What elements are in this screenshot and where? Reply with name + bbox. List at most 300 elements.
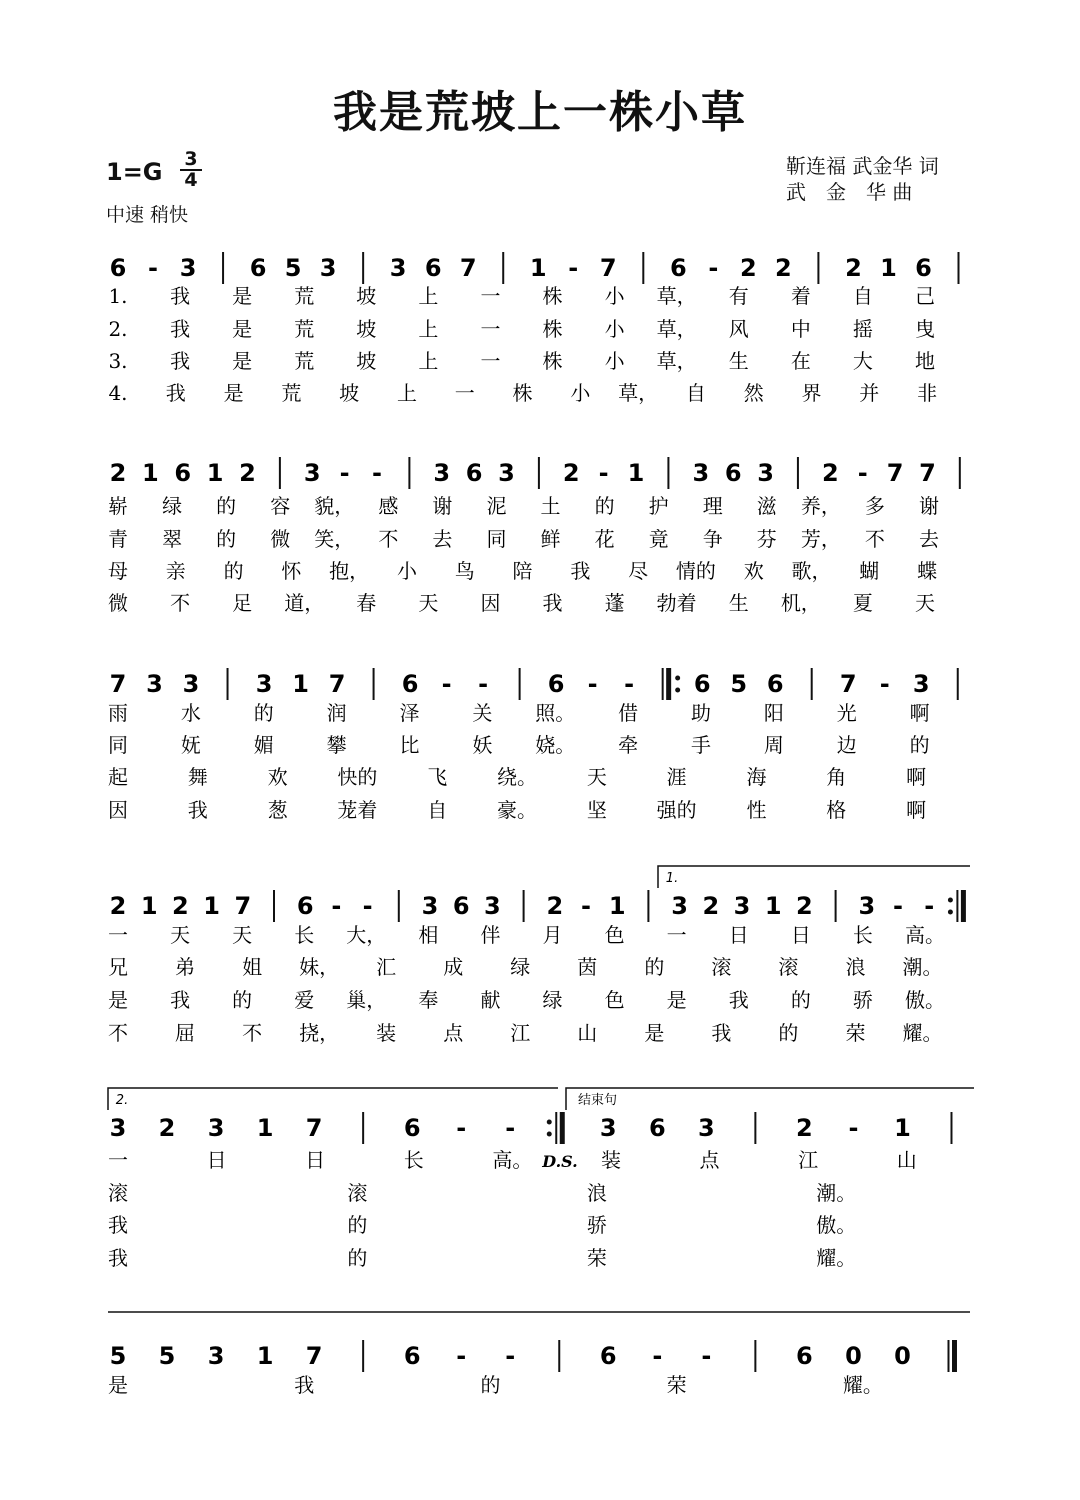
lyric-syllable: 长 [294, 923, 315, 947]
lyric-syllable: 是 [108, 988, 128, 1012]
lyric-syllable: 起 [108, 765, 128, 789]
lyric-syllable: 我 [170, 284, 191, 308]
note-dash: - [456, 1114, 467, 1142]
lyric-syllable: 草， [656, 317, 697, 341]
note: 6 [724, 459, 742, 487]
lyric-syllable: 地 [914, 349, 935, 373]
note: 6 [465, 459, 483, 487]
lyric-syllable: 情的 [675, 559, 716, 583]
note: 3 [697, 1114, 715, 1142]
note: 3 [692, 459, 710, 487]
note-dash: - [441, 670, 452, 698]
note: 1 [608, 892, 626, 920]
lyric-syllable: 是 [232, 284, 253, 308]
lyric-syllable: 滋 [756, 494, 777, 518]
lyric-syllable: 巢， [346, 988, 387, 1012]
note: 1 [292, 670, 309, 698]
repeat-dot [948, 910, 953, 915]
lyric-syllable: 绿 [162, 494, 183, 518]
lyric-syllable: 自 [685, 381, 706, 405]
lyric-syllable: 江 [510, 1021, 531, 1045]
note: 7 [305, 1114, 323, 1142]
lyric-syllable: 是 [232, 349, 253, 373]
lyric-syllable: 一 [108, 923, 128, 947]
lyric-syllable: 因 [480, 591, 501, 615]
lyric-syllable: 生 [728, 349, 749, 373]
note: 2 [845, 254, 862, 282]
lyric-syllable: 耀。 [842, 1373, 883, 1397]
lyric-syllable: 比 [399, 733, 420, 757]
note-dash: - [857, 459, 868, 487]
lyric-syllable: 小 [396, 559, 417, 583]
note-dash: - [581, 892, 591, 920]
lyric-syllable: 抱， [329, 559, 370, 583]
note: 2 [109, 459, 127, 487]
lyric-syllable: 青 [108, 527, 128, 551]
lyric-syllable: 荒 [294, 284, 315, 308]
note: 2 [796, 1114, 813, 1142]
lyric-syllable: 装 [600, 1148, 621, 1172]
lyric-syllable: 我 [108, 1246, 128, 1270]
lyric-syllable: 滚 [347, 1181, 368, 1205]
lyric-syllable: 的 [232, 988, 253, 1012]
note: 6 [796, 1342, 813, 1370]
note-dash: - [587, 670, 598, 698]
lyric-syllable: 草， [656, 349, 697, 373]
lyric-syllable: 不 [378, 527, 399, 551]
ending-label: 结束句 [578, 1093, 618, 1108]
note: 6 [424, 254, 442, 282]
lyric-syllable: 争 [702, 527, 723, 551]
lyric-syllable: 欢 [743, 559, 764, 583]
note: 1 [529, 254, 547, 282]
lyric-syllable: 不 [170, 591, 191, 615]
lyric-syllable: 崭 [108, 494, 128, 518]
ending-bracket [566, 1088, 974, 1110]
lyric-syllable: 我 [294, 1373, 315, 1397]
lyric-syllable: 日 [206, 1148, 227, 1172]
lyric-syllable: 的 [790, 988, 811, 1012]
lyric-syllable: 谢 [918, 494, 939, 518]
lyric-syllable: 手 [690, 733, 711, 757]
note: 1 [627, 459, 645, 487]
lyric-syllable: 微 [108, 591, 128, 615]
lyric-syllable: 攀 [326, 733, 347, 757]
key-signature: 1=G [106, 158, 163, 186]
note: 2 [158, 1114, 176, 1142]
lyric-syllable: 的 [909, 733, 930, 757]
note-dash: - [339, 459, 350, 487]
note: 3 [109, 1114, 127, 1142]
note: 3 [599, 1114, 617, 1142]
lyric-syllable: 蝶 [917, 559, 938, 583]
note: 6 [648, 1114, 666, 1142]
note-dash: - [598, 459, 609, 487]
note: 3 [433, 459, 451, 487]
lyric-syllable: 兄 [108, 955, 128, 979]
lyric-syllable: 啊 [906, 765, 927, 789]
lyric-syllable: 是 [232, 317, 253, 341]
lyric-syllable: 山 [896, 1148, 917, 1172]
note: 5 [109, 1342, 127, 1370]
note: 6 [403, 1342, 421, 1370]
lyric-syllable: 的 [644, 955, 665, 979]
note: 3 [912, 670, 930, 698]
lyric-syllable: 海 [746, 765, 767, 789]
lyric-syllable: 荣 [666, 1373, 687, 1397]
lyric-syllable: 株 [542, 284, 563, 308]
lyric-syllable: 屈 [175, 1021, 196, 1045]
lyric-syllable: 色 [604, 988, 625, 1012]
lyric-syllable: 去 [918, 527, 939, 551]
volta-number: 1. [665, 871, 679, 886]
note: 3 [484, 892, 501, 920]
lyric-syllable: 上 [418, 317, 439, 341]
lyric-syllable: 有 [728, 284, 749, 308]
lyric-syllable: 竟 [648, 527, 669, 551]
lyric-syllable: 道， [284, 591, 325, 615]
note: 7 [328, 670, 346, 698]
note: 3 [858, 892, 876, 920]
song-title: 我是荒坡上一株小草 [333, 87, 747, 138]
note-dash: - [505, 1342, 516, 1370]
lyric-syllable: 己 [914, 284, 935, 308]
lyric-syllable: 奉 [418, 988, 439, 1012]
lyric-syllable: 装 [376, 1021, 397, 1045]
note: 2 [740, 254, 757, 282]
lyric-syllable: 护 [648, 494, 669, 518]
note: 3 [389, 254, 407, 282]
lyric-syllable: 滚 [108, 1181, 128, 1205]
lyric-syllable: 啊 [906, 798, 927, 822]
note: 3 [255, 670, 273, 698]
note: 5 [730, 670, 748, 698]
lyric-syllable: 坡 [356, 349, 377, 373]
lyric-syllable: 傲。 [904, 988, 945, 1012]
note: 3 [733, 892, 751, 920]
lyric-syllable: 涯 [666, 765, 687, 789]
lyric-syllable: 格 [826, 798, 847, 822]
lyric-syllable: 尽 [628, 559, 649, 583]
lyric-syllable: 天 [232, 923, 253, 947]
lyric-syllable: 机， [780, 591, 821, 615]
lyric-syllable: 滚 [778, 955, 799, 979]
lyric-syllable: 浪 [586, 1181, 607, 1205]
lyric-syllable: 是 [108, 1373, 128, 1397]
lyric-syllable: 不 [864, 527, 885, 551]
lyric-syllable: 的 [347, 1246, 368, 1270]
note: 1 [256, 1114, 274, 1142]
note: 2 [702, 892, 720, 920]
lyric-syllable: 的 [347, 1213, 368, 1237]
note: 3 [319, 254, 337, 282]
note: 6 [693, 670, 711, 698]
lyric-syllable: 鲜 [540, 527, 561, 551]
note: 1 [256, 1342, 274, 1370]
lyric-syllable: 耀。 [816, 1246, 857, 1270]
note: 1 [206, 459, 224, 487]
note: 2 [172, 892, 189, 920]
repeat-dot [948, 898, 953, 903]
lyric-syllable: 天 [586, 765, 607, 789]
lyric-syllable: 中 [790, 317, 811, 341]
lyric-syllable: 我 [170, 988, 191, 1012]
lyric-syllable: 助 [690, 701, 711, 725]
lyric-syllable: 一 [108, 1148, 128, 1172]
lyric-syllable: 曳 [914, 317, 935, 341]
lyric-syllable: 角 [826, 765, 847, 789]
lyric-syllable: 泥 [486, 494, 507, 518]
lyric-syllable: 一 [480, 349, 501, 373]
lyric-syllable: 亲 [165, 559, 186, 583]
note: 7 [234, 892, 252, 920]
lyric-syllable: 爱 [294, 988, 315, 1012]
note: 7 [459, 254, 477, 282]
lyric-syllable: 不 [108, 1021, 128, 1045]
lyric-syllable: 强的 [656, 798, 697, 822]
note: 6 [403, 1114, 421, 1142]
note-dash: - [148, 254, 159, 282]
lyric-syllable: 是 [644, 1021, 665, 1045]
lyric-syllable: 荣 [845, 1021, 866, 1045]
note: 3 [303, 459, 321, 487]
lyric-syllable: 足 [232, 591, 253, 615]
volta-bracket [108, 1088, 558, 1110]
note: 3 [671, 892, 688, 920]
note: 3 [207, 1342, 225, 1370]
note-dash: - [848, 1114, 859, 1142]
lyric-syllable: 去 [432, 527, 453, 551]
lyric-syllable: 雨 [108, 701, 128, 725]
note: 5 [284, 254, 302, 282]
note: 7 [886, 459, 904, 487]
lyricist-credit: 靳连福 武金华 词 [786, 154, 939, 178]
lyric-syllable: 一 [480, 284, 501, 308]
note: 1 [203, 892, 220, 920]
lyric-syllable: 我 [542, 591, 563, 615]
lyric-syllable: 荒 [294, 317, 315, 341]
lyric-syllable: 耀。 [902, 1021, 943, 1045]
lyric-syllable: 在 [790, 349, 811, 373]
lyric-syllable: 养， [800, 494, 841, 518]
lyric-syllable: 株 [542, 349, 563, 373]
lyric-syllable: 怀 [281, 559, 302, 583]
lyric-syllable: 我 [570, 559, 591, 583]
note: 2 [775, 254, 792, 282]
repeat-dot [547, 1132, 552, 1137]
note: 7 [305, 1342, 323, 1370]
lyric-syllable: 因 [108, 798, 128, 822]
lyric-syllable: 一 [454, 381, 475, 405]
lyric-syllable: 芬 [756, 527, 777, 551]
lyric-syllable: 我 [165, 381, 186, 405]
lyric-syllable: 泽 [399, 701, 420, 725]
lyric-syllable: 歌， [791, 559, 832, 583]
lyric-syllable: 的 [216, 494, 237, 518]
lyric-syllable: 坡 [356, 317, 377, 341]
lyric-syllable: 山 [577, 1021, 598, 1045]
lyric-syllable: 土 [540, 494, 561, 518]
lyric-syllable: 日 [790, 923, 811, 947]
repeat-dot [675, 688, 680, 693]
lyric-syllable: 绿 [510, 955, 531, 979]
lyric-syllable: 我 [170, 349, 191, 373]
lyric-syllable: 一 [480, 317, 501, 341]
lyric-syllable: 啊 [909, 701, 930, 725]
note: 3 [498, 459, 515, 487]
lyric-syllable: 一 [666, 923, 687, 947]
lyric-syllable: 谢 [432, 494, 453, 518]
lyric-syllable: 理 [702, 494, 723, 518]
volta-bracket [658, 866, 970, 888]
lyric-syllable: 并 [859, 381, 880, 405]
lyric-syllable: 高。 [904, 923, 945, 947]
lyric-syllable: 草， [618, 381, 659, 405]
lyric-syllable: 欢 [267, 765, 288, 789]
note: 3 [757, 459, 774, 487]
lyric-syllable: 大 [852, 349, 873, 373]
note: 1 [140, 892, 158, 920]
note: 3 [146, 670, 163, 698]
lyric-syllable: 是 [223, 381, 244, 405]
lyric-syllable: 鸟 [454, 559, 475, 583]
lyric-syllable: 的 [778, 1021, 799, 1045]
note: 6 [174, 459, 192, 487]
lyric-syllable: 妩 [180, 733, 201, 757]
lyric-syllable: 上 [418, 349, 439, 373]
lyric-syllable: 照。 [535, 701, 576, 725]
lyric-syllable: 水 [180, 701, 201, 725]
lyric-syllable: 我 [711, 1021, 732, 1045]
lyric-syllable: 自 [852, 284, 873, 308]
lyric-syllable: 大， [346, 923, 387, 947]
note-dash: - [624, 670, 635, 698]
note: 6 [547, 670, 565, 698]
lyric-syllable: 株 [542, 317, 563, 341]
lyric-syllable: 点 [443, 1021, 464, 1045]
lyric-syllable: 我 [187, 798, 208, 822]
lyric-syllable: 然 [743, 381, 764, 405]
lyric-syllable: 伴 [480, 923, 501, 947]
note: 6 [296, 892, 314, 920]
lyric-syllable: 天 [914, 591, 935, 615]
lyric-syllable: 花 [594, 527, 615, 551]
lyric-syllable: 我 [108, 1213, 128, 1237]
lyric-syllable: 界 [801, 381, 822, 405]
note: 7 [839, 670, 857, 698]
note-dash: - [708, 254, 719, 282]
note: 3 [179, 254, 197, 282]
note: 1 [764, 892, 782, 920]
lyric-syllable: 我 [170, 317, 191, 341]
note: 2 [239, 459, 256, 487]
note: 6 [766, 670, 784, 698]
lyric-syllable: 色 [604, 923, 625, 947]
lyric-syllable: 挠， [299, 1021, 340, 1045]
lyric-syllable: 生 [728, 591, 749, 615]
note-dash: - [701, 1342, 712, 1370]
note: 3 [182, 670, 200, 698]
lyric-syllable: 的 [594, 494, 615, 518]
lyric-syllable: 性 [746, 798, 767, 822]
lyric-syllable: 的 [480, 1373, 501, 1397]
lyric-syllable: 绿 [542, 988, 563, 1012]
note: 3 [207, 1114, 225, 1142]
lyric-syllable: 姐 [242, 955, 263, 979]
note-dash: - [652, 1342, 663, 1370]
dal-segno: D.S. [542, 1152, 578, 1171]
lyric-syllable: 光 [836, 701, 857, 725]
note: 2 [546, 892, 564, 920]
lyric-syllable: 1. [108, 284, 128, 308]
lyric-syllable: 妖 [472, 733, 493, 757]
lyric-syllable: 坚 [586, 798, 607, 822]
lyric-syllable: 点 [699, 1148, 720, 1172]
note-dash: - [505, 1114, 516, 1142]
lyric-syllable: 蝴 [859, 559, 880, 583]
lyric-syllable: 多 [864, 494, 885, 518]
lyric-syllable: 长 [852, 923, 873, 947]
lyric-syllable: 成 [443, 955, 464, 979]
lyric-syllable: 4. [108, 381, 128, 405]
lyric-syllable: 笑， [314, 527, 355, 551]
lyric-syllable: 上 [396, 381, 417, 405]
note: 6 [401, 670, 419, 698]
lyric-syllable: 坡 [339, 381, 360, 405]
lyric-syllable: 媚 [253, 733, 274, 757]
lyric-syllable: 快的 [337, 765, 378, 789]
lyric-syllable: 飞 [427, 765, 448, 789]
lyric-syllable: 蓬 [604, 591, 625, 615]
lyric-syllable: 牵 [618, 733, 639, 757]
lyric-syllable: 芳， [800, 527, 841, 551]
lyric-syllable: 月 [542, 923, 563, 947]
lyric-syllable: 阳 [763, 701, 784, 725]
note: 0 [894, 1342, 911, 1370]
note: 6 [599, 1342, 617, 1370]
lyric-syllable: 日 [305, 1148, 326, 1172]
note: 1 [880, 254, 897, 282]
lyric-syllable: 娆。 [535, 733, 576, 757]
note-dash: - [362, 892, 373, 920]
note: 5 [158, 1342, 176, 1370]
lyric-syllable: 绕。 [497, 765, 538, 789]
lyric-syllable: 风 [728, 317, 749, 341]
note: 2 [109, 892, 127, 920]
repeat-dot [675, 676, 680, 681]
lyric-syllable: 妹， [299, 955, 340, 979]
note-dash: - [893, 892, 903, 920]
lyric-syllable: 茵 [577, 955, 598, 979]
note: 6 [249, 254, 267, 282]
lyric-syllable: 葱 [267, 798, 288, 822]
lyric-syllable: 周 [763, 733, 784, 757]
lyric-syllable: 同 [486, 527, 507, 551]
lyric-syllable: 夏 [852, 591, 873, 615]
lyric-syllable: 2. [108, 317, 128, 341]
lyric-syllable: 天 [418, 591, 439, 615]
note: 6 [109, 254, 127, 282]
time-signature-top: 3 [184, 148, 198, 170]
lyric-syllable: 非 [917, 381, 938, 405]
lyric-syllable: 小 [604, 349, 625, 373]
lyric-syllable: 上 [418, 284, 439, 308]
note-dash: - [879, 670, 890, 698]
lyric-syllable: 的 [216, 527, 237, 551]
lyric-syllable: 坡 [356, 284, 377, 308]
lyric-syllable: 舞 [187, 765, 208, 789]
lyric-syllable: 感 [378, 494, 399, 518]
